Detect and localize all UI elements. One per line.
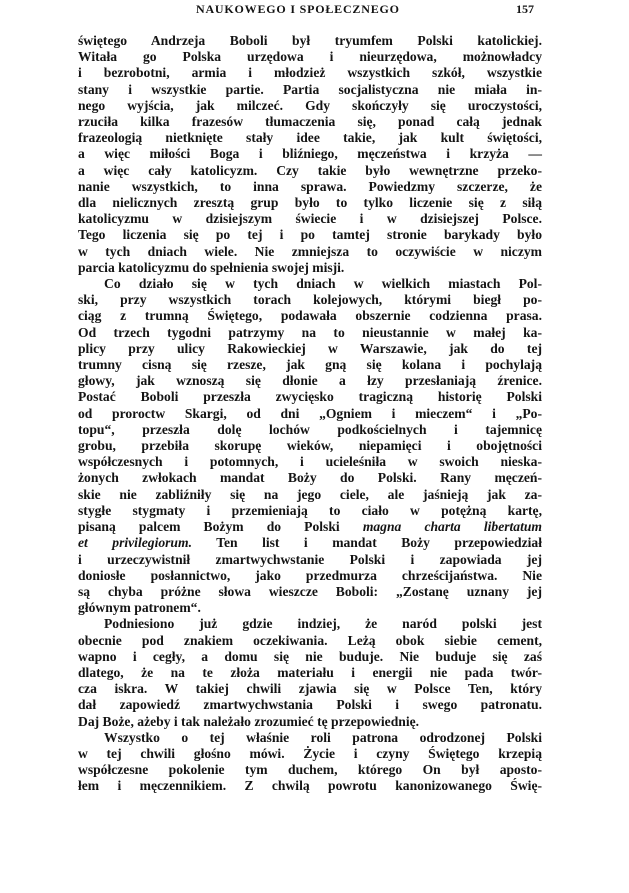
- text-run: grobu, przebiła skorupę wieków, niepamięci i obojętności: [78, 438, 542, 454]
- text-run: stany i wszystkie partie. Partia socjalistyczna nie miała in-: [78, 81, 542, 97]
- text-run: obecnie pod znakiem oczekiwania. Leżą obok siebie cement,: [78, 632, 542, 648]
- text-line: [78, 211, 542, 227]
- text-line: [78, 179, 542, 195]
- text-line: [78, 65, 542, 81]
- text-line: [78, 616, 542, 632]
- text-run: Co działo się w tych dniach w wielkich miastach Pol-: [104, 276, 542, 292]
- text-line: [78, 746, 542, 762]
- text-line: [78, 422, 542, 438]
- text-run: w tych dniach wiele. Nie zmniejsza to oczywiście w niczym: [78, 243, 542, 259]
- italic-phrase: et privilegiorum.: [78, 535, 192, 551]
- text-line: [78, 600, 542, 616]
- text-run: frazeologią nietknięte stały idee takie, jak kult świętości,: [78, 130, 542, 146]
- text-run: Tego liczenia się po tej i po tamtej stronie barykady było: [78, 227, 542, 243]
- text-line: [78, 730, 542, 746]
- text-run: rzuciła kilka frazesów tłumaczenia się, ponad całą jednak: [78, 114, 542, 130]
- text-run: dał zapowiedź zmartwychwstania Polski i swego patronatu.: [78, 697, 542, 713]
- text-run: a więc cały katolicyzm. Czy takie było wewnętrzne przeko-: [78, 162, 542, 178]
- text-line: [78, 260, 542, 276]
- text-line: [78, 438, 542, 454]
- text-line: [78, 649, 542, 665]
- text-run: stygłe stygmaty i przemieniają to ciało w potężną kartę,: [78, 502, 542, 518]
- text-line: [78, 146, 542, 162]
- text-run: łem i męczennikiem. Z chwilą powrotu kanonizowanego Świę-: [78, 778, 542, 794]
- text-run: katolicyzmu w dzisiejszym świecie i w dzisiejszej Polsce.: [78, 211, 542, 227]
- text-run: i bezrobotni, armia i młodzież wszystkich szkół, wszystkie: [78, 65, 542, 81]
- text-line: [78, 373, 542, 389]
- text-line: [78, 633, 542, 649]
- text-run: trumny cisną się rzesze, jak gną się kolana i pochylają: [78, 357, 542, 373]
- text-run: głównym patronem“.: [78, 600, 201, 616]
- body-text: [78, 33, 542, 795]
- text-line: [78, 276, 542, 292]
- text-line: [78, 357, 542, 373]
- text-run: topu“, przeszła dolę lochów podkościelnych i tajemnicę: [78, 421, 542, 437]
- text-run: Podniesiono już gdzie indziej, że naród polski jest: [104, 616, 542, 632]
- text-run: współczesne pokolenie tym duchem, którego On był aposto-: [78, 762, 542, 778]
- text-line: [78, 454, 542, 470]
- text-line: [78, 568, 542, 584]
- text-line: [78, 406, 542, 422]
- text-line: [78, 714, 542, 730]
- text-run: od proroctw Skargi, od dni „Ogniem i mieczem“ i „Po-: [78, 405, 542, 421]
- text-run: świętego Andrzeja Boboli był tryumfem Polski katolickiej.: [78, 33, 542, 48]
- text-line: [78, 503, 542, 519]
- text-run: parcia katolicyzmu do spełnienia swojej misji.: [78, 259, 345, 275]
- text-line: [78, 33, 542, 49]
- text-run: nanie wszystkich, to inna sprawa. Powiedzmy szczerze, że: [78, 178, 542, 194]
- running-title: NAUKOWEGO I SPOŁECZNEGO: [196, 2, 400, 16]
- text-run: Wszystko o tej właśnie roli patrona odrodzonej Polski: [104, 729, 542, 745]
- text-run: nego wyjścia, jak milczeć. Gdy skończyły się uroczystości,: [78, 97, 542, 113]
- text-run: Ten list i mandat Boży przepowiedział: [191, 535, 542, 551]
- text-run: cza iskra. W takiej chwili zjawia się w Polsce Ten, który: [78, 681, 542, 697]
- text-line: [78, 195, 542, 211]
- text-line: [78, 535, 542, 551]
- text-line: [78, 552, 542, 568]
- text-line: [78, 98, 542, 114]
- text-run: ciąg z trumną Świętego, podawała obszernie codzienna prasa.: [78, 308, 542, 324]
- text-line: [78, 114, 542, 130]
- text-run: wapno i cegły, a domu się nie buduje. Nie buduje się zaś: [78, 648, 542, 664]
- text-line: [78, 49, 542, 65]
- text-line: [78, 325, 542, 341]
- page-number: 157: [516, 2, 534, 16]
- text-line: [78, 487, 542, 503]
- text-run: dlatego, że na te złoża materiału i energii nie pada twór-: [78, 664, 542, 680]
- text-line: [78, 584, 542, 600]
- text-line: [78, 341, 542, 357]
- text-line: [78, 519, 542, 535]
- text-run: żonych zwłokach mandat Boży do Polski. Rany męczeń-: [78, 470, 542, 486]
- text-run: plicy przy ulicy Rakowieckiej w Warszawie, jak do tej: [78, 340, 542, 356]
- text-line: [78, 665, 542, 681]
- text-run: Witała go Polska urzędowa i nieurzędowa, możnowładcy: [78, 49, 542, 65]
- text-line: [78, 762, 542, 778]
- italic-phrase: magna charta libertatum: [362, 519, 542, 535]
- text-run: Daj Boże, ażeby i tak należało zrozumieć tę przepowiednię.: [78, 713, 420, 729]
- text-run: współczesnych i potomnych, i ucieleśniła w swoich nieska-: [78, 454, 542, 470]
- text-run: pisaną palcem Bożym do Polski: [78, 519, 363, 535]
- text-line: [78, 308, 542, 324]
- text-line: [78, 681, 542, 697]
- text-run: Od trzech tygodni patrzymy na to nieustannie w małej ka-: [78, 324, 542, 340]
- text-run: głowy, jak wznoszą się dłonie a łzy przesłaniają źrenice.: [78, 373, 542, 389]
- text-line: [78, 778, 542, 794]
- text-line: [78, 470, 542, 486]
- text-line: [78, 82, 542, 98]
- text-line: [78, 389, 542, 405]
- text-run: i urzeczywistnił zmartwychwstanie Polski i zapowiada jej: [78, 551, 542, 567]
- text-run: a więc miłości Boga i bliźniego, męczeństwa i krzyża —: [78, 146, 542, 162]
- text-run: skie nie zabliźniły się na jego ciele, ale jaśnieją jak za-: [78, 486, 542, 502]
- text-line: [78, 292, 542, 308]
- text-run: doniosłe posłannictwo, jako przedmurza chrześcijaństwa. Nie: [78, 567, 542, 583]
- text-line: [78, 697, 542, 713]
- text-run: Postać Boboli przeszła zwycięsko tragiczną historię Polski: [78, 389, 542, 405]
- text-run: w tej chwili głośno mówi. Życie i czyny Świętego krzepią: [78, 745, 542, 761]
- text-line: [78, 244, 542, 260]
- text-line: [78, 227, 542, 243]
- text-run: ski, przy wszystkich torach kolejowych, którymi biegł po-: [78, 292, 542, 308]
- text-run: dla nielicznych zresztą grup było to tylko liczenie się z siłą: [78, 195, 542, 211]
- text-line: [78, 130, 542, 146]
- text-run: są chyba próżne słowa wieszcze Boboli: „Zostanę uznany jej: [78, 583, 542, 599]
- text-line: [78, 163, 542, 179]
